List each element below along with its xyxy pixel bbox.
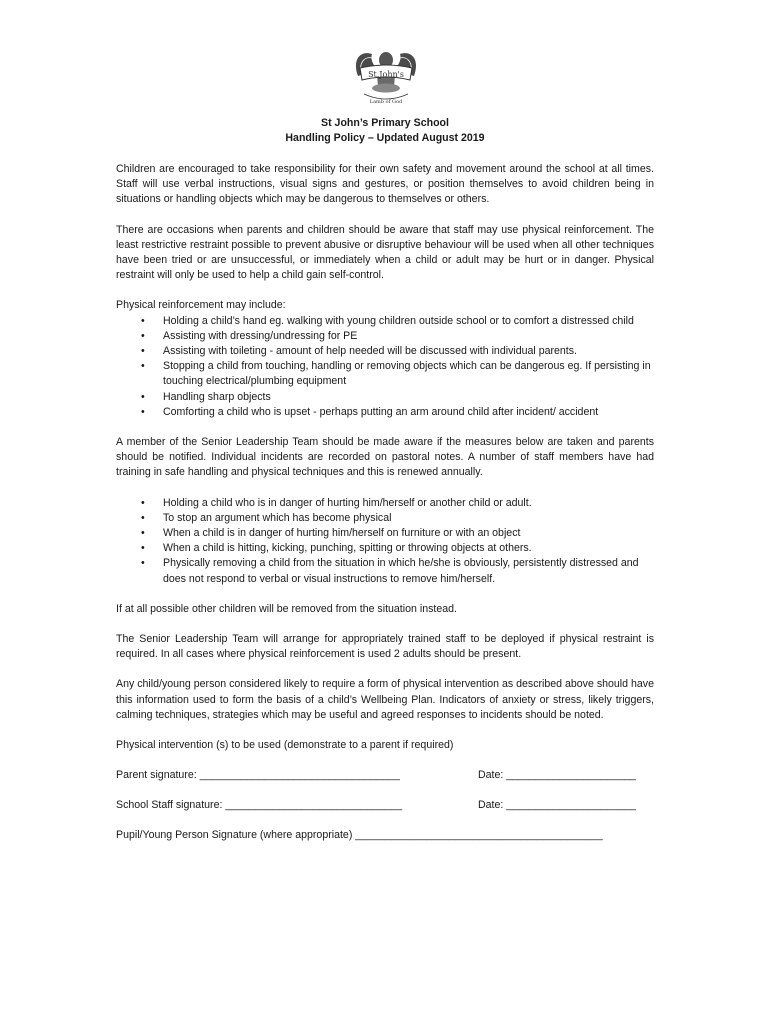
document-header [116,116,654,146]
list-item: • Comforting a child who is upset - perhaps putting an arm around child after incident/ accident [163,405,654,420]
crest-banner-text: St.John's [368,70,404,79]
paragraph-physical-reinforcement: There are occasions when parents and children should be aware that staff may use physical reinforcement. The least restrictive restraint possible to prevent abusive or disruptive behaviour will be used when all other techniques have been tried or are unsuccessful, or immediately when a child or adult may be hurt or in danger. Physical restraint will only be used to help a child gain self-control. [116,223,654,282]
list-item: • Stopping a child from touching, handling or removing objects which can be dangerous eg. If persisting in touching electrical/plumbing equipment [163,359,654,389]
measures-list [116,496,654,587]
list-item: • When a child is in danger of hurting him/herself on furniture or with an object [163,526,654,541]
pupil-signature-row [116,828,654,843]
list-item: • Physically removing a child from the situation in which he/she is obviously, persistently distressed and does not respond to verbal or visual instructions to remove him/herself. [163,556,654,586]
list-item: • Holding a child who is in danger of hurting him/herself or another child or adult. [163,496,654,511]
crest-motto-text: Lamb of God [369,99,403,105]
staff-date-field[interactable]: Date: ______________________ [478,799,636,812]
paragraph-wellbeing-plan: Any child/young person considered likely to require a form of physical intervention as described above should have this information used to form the basis of a child’s Wellbeing Plan. Indicators of anxiety or stress, likely triggers, calming techniques, strategies which may be useful and agreed responses to incidents should be noted. [116,678,654,721]
parent-date-field[interactable]: Date: ______________________ [478,769,636,782]
crest-lamb [372,84,400,93]
paragraph-physical-intervention: Physical intervention (s) to be used (demonstrate to a parent if required) [116,739,454,752]
list-item: • Assisting with dressing/undressing for PE [163,329,654,344]
list-intro-reinforcement: Physical reinforcement may include: [116,299,286,312]
school-crest-logo [350,46,422,106]
paragraph-trained-staff: The Senior Leadership Team will arrange for appropriately trained staff to be deployed if physical restraint is required. In all cases where physical reinforcement is used 2 adults should be present. [116,633,654,661]
parent-signature-field[interactable]: Parent signature: __________________________________ [116,769,400,782]
list-item: • Holding a child’s hand eg. walking with young children outside school or to comfort a distressed child [163,314,654,329]
list-item: • To stop an argument which has become physical [163,511,654,526]
paragraph-other-children: If at all possible other children will be removed from the situation instead. [116,602,457,615]
list-item: • Assisting with toileting - amount of help needed will be discussed with individual parents. [163,344,654,359]
paragraph-senior-leadership: A member of the Senior Leadership Team should be made aware if the measures below are taken and parents should be notified. Individual incidents are recorded on pastoral notes. A number of staff members have had training in safe handling and physical techniques and this is renewed annually. [116,436,654,479]
list-item: • Handling sharp objects [163,390,654,405]
document-page [116,0,654,1024]
staff-signature-row [116,798,654,813]
reinforcement-list [116,314,654,420]
pupil-signature-field[interactable]: Pupil/Young Person Signature (where appropriate) __________________________________________ [116,829,603,842]
crest-icon [350,46,422,106]
staff-signature-field[interactable]: School Staff signature: ______________________________ [116,799,403,812]
list-item: • When a child is hitting, kicking, punching, spitting or throwing objects at others. [163,541,654,556]
policy-title: Handling Policy – Updated August 2019 [285,132,485,144]
paragraph-responsibility: Children are encouraged to take responsibility for their own safety and movement around the school at all times. Staff will use verbal instructions, visual signs and gestures, or position themselves to avoid children being in situations or handling objects which may be dangerous to themselves or others. [116,163,654,206]
school-name: St John’s Primary School [321,117,449,129]
document-body [116,162,654,858]
parent-signature-row [116,768,654,783]
